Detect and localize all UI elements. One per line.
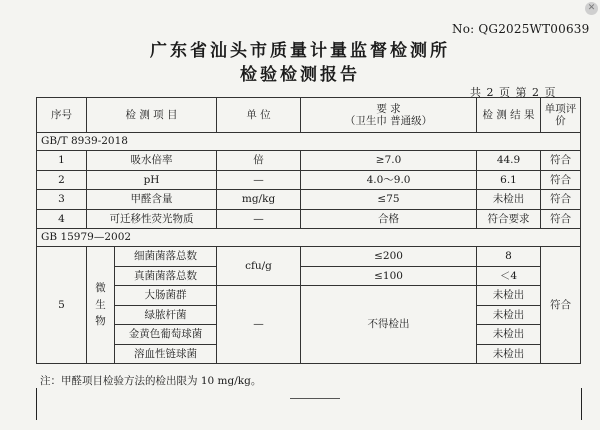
header-item: 检 测 项 目	[87, 98, 217, 133]
header-unit: 单 位	[217, 98, 301, 133]
header-evaluation: 单项评价	[541, 98, 581, 133]
row-result: 符合要求	[477, 209, 541, 229]
footnote: 注：甲醛项目检验方法的检出限为 10 mg/kg。	[40, 375, 262, 387]
micro-group	[87, 247, 115, 364]
row-requirement: ≤200	[301, 247, 477, 267]
row-item: 绿脓杆菌	[115, 305, 217, 325]
close-icon[interactable]: ✕	[585, 2, 598, 15]
row-result: 44.9	[477, 151, 541, 171]
header-requirement-sub: （卫生巾 普通级）	[344, 115, 433, 127]
report-title: 检验检测报告	[240, 65, 360, 85]
table-row	[37, 286, 581, 306]
table-header-row	[37, 98, 581, 133]
row-result: 未检出	[477, 325, 541, 345]
table-row	[37, 247, 581, 267]
row-requirement: ≤75	[301, 190, 477, 210]
standard-label: GB 15979—2002	[37, 229, 581, 247]
row-evaluation: 符合	[541, 151, 581, 171]
row-item: 溶血性链球菌	[115, 344, 217, 364]
row-seq: 5	[37, 247, 87, 364]
row-result: 未检出	[477, 305, 541, 325]
row-seq: 3	[37, 190, 87, 210]
standard-label: GB/T 8939-2018	[37, 133, 581, 151]
row-result: 8	[477, 247, 541, 267]
row-unit: cfu/g	[217, 247, 301, 286]
row-evaluation: 符合	[541, 190, 581, 210]
row-evaluation: 符合	[541, 247, 581, 364]
row-seq: 1	[37, 151, 87, 171]
institute-title: 广东省汕头市质量计量监督检测所	[150, 41, 450, 61]
row-item: 细菌菌落总数	[115, 247, 217, 267]
page-info: 共 2 页 第 2 页	[470, 86, 557, 99]
row-item: 金黄色葡萄球菌	[115, 325, 217, 345]
table-row	[37, 170, 581, 190]
row-unit: mg/kg	[217, 190, 301, 210]
standard-row	[37, 229, 581, 247]
table-row	[37, 151, 581, 171]
row-unit: —	[217, 209, 301, 229]
table-row	[37, 266, 581, 286]
row-requirement: ≥7.0	[301, 151, 477, 171]
row-requirement: 不得检出	[301, 286, 477, 364]
header-seq: 序号	[37, 98, 87, 133]
standard-row	[37, 133, 581, 151]
row-requirement: 合格	[301, 209, 477, 229]
row-item: 真菌菌落总数	[115, 266, 217, 286]
row-seq: 4	[37, 209, 87, 229]
signature-line	[290, 398, 340, 399]
header-result: 检 测 结 果	[477, 98, 541, 133]
blank-area	[36, 388, 582, 420]
row-requirement: ≤100	[301, 266, 477, 286]
header-requirement-top: 要 求	[376, 102, 401, 115]
row-result: 未检出	[477, 344, 541, 364]
report-number: No: QG2025WT00639	[452, 22, 590, 36]
row-result: 6.1	[477, 170, 541, 190]
micro-group-label: 微生物	[95, 281, 106, 328]
row-item: 甲醛含量	[87, 190, 217, 210]
row-result: 未检出	[477, 190, 541, 210]
header-requirement	[301, 98, 477, 133]
test-results-table	[36, 97, 581, 364]
row-seq: 2	[37, 170, 87, 190]
row-item: 吸水倍率	[87, 151, 217, 171]
table-row	[37, 209, 581, 229]
row-unit: —	[217, 170, 301, 190]
row-item: pH	[87, 170, 217, 190]
row-evaluation: 符合	[541, 209, 581, 229]
row-result: 未检出	[477, 286, 541, 306]
row-requirement: 4.0～9.0	[301, 170, 477, 190]
row-unit: 倍	[217, 151, 301, 171]
row-evaluation: 符合	[541, 170, 581, 190]
row-item: 大肠菌群	[115, 286, 217, 306]
row-item: 可迁移性荧光物质	[87, 209, 217, 229]
row-unit: —	[217, 286, 301, 364]
table-row	[37, 190, 581, 210]
row-result: ＜4	[477, 266, 541, 286]
